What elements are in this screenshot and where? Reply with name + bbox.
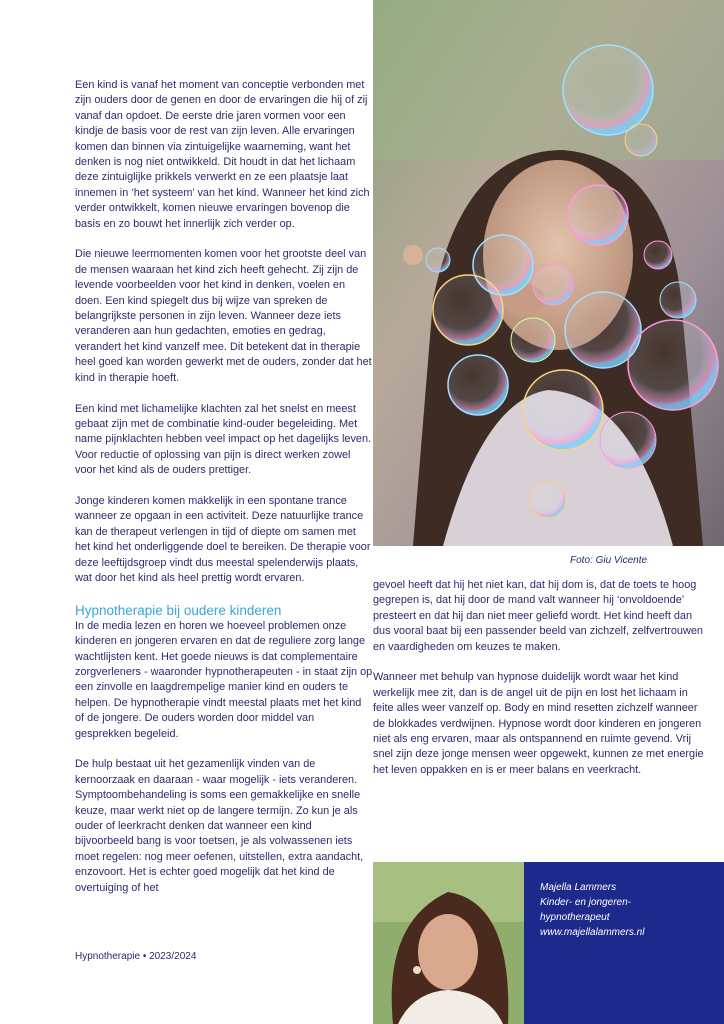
footer-year: 2023/2024 <box>149 951 197 962</box>
paragraph-media: In de media lezen en horen we hoeveel problemen onze kinderen en jongeren ervaren en dat de reguliere zorg lange wachtlijsten kent. Het goede nieuws is dat complementaire zorgverleners - waaronder hypnotherapeuten - in staat zijn op een zinvolle en laagdrempelige manier kind en ouders te helpen. De hypnotherapie vindt meestal plaats met het kind of de jongere. De ouders worden door middel van gesprekken begeleid. <box>75 619 373 740</box>
author-photo <box>373 862 524 1024</box>
footer <box>75 951 196 962</box>
paragraph-intro: Een kind is vanaf het moment van conceptie verbonden met zijn ouders door de genen en door de ervaringen die hij of zij vanaf dan opdoet. De eerste drie jaren vormen voor een kindje de basis voor de rest van zijn leven. Alle ervaringen komen dan binnen via zintuigelijke waarneming, want het denken is nog niet ontwikkeld. Dit houdt in dat het lichaam deze zintuiglijke prikkels verwerkt en ze een plaatsje laat innemen in ‘het systeem’ van het kind. Wanneer het kind zich verder ontwikkelt, komen nieuwe ervaringen bovenop die basis en zo bouwt het innerlijk zich verder op. <box>75 79 370 230</box>
footer-publication: Hypnotherapie <box>75 951 141 962</box>
author-panel <box>524 862 724 1024</box>
paragraph-continuation: gevoel heeft dat hij het niet kan, dat hij dom is, dat de toets te hoog gegrepen is, dat hij door de mand valt wanneer hij ‘onvoldoende’ presteert en dat hij dan niet meer geliefd wordt. Het kind heeft dan dus vooral baat bij een passender beeld van zichzelf, zelfvertrouwen en vaardigheden om keuzes te maken. <box>373 579 703 653</box>
section-heading: Hypnotherapie bij oudere kinderen <box>75 602 282 618</box>
author-info <box>540 880 644 940</box>
paragraph-young-children: Jonge kinderen komen makkelijk in een spontane trance wanneer ze opgaan in een activiteit. Deze natuurlijke trance kan de therapeut verlengen in tijd of diepte om samen met het kind het onderliggende doel te bereiken. De therapie voor deze leeftijdsgroep vindt dus meestal spelenderwijs plaats, wat door het kind als heel prettig wordt ervaren. <box>75 494 371 584</box>
footer-separator: • <box>142 951 147 962</box>
paragraph-hypnosis: Wanneer met behulp van hypnose duidelijk wordt waar het kind werkelijk mee zit, dan is de angel uit de pijn en lost het lichaam in feite alles weer vanzelf op. Body en mind resetten zichzelf wanneer de blokkades verdwijnen. Hypnose wordt door kinderen en jongeren niet als eng ervaren, maar als ontspannend en ruimte gevend. Vrij snel zijn deze jonge mensen weer opgewekt, kunnen ze met energie het leven oppakken en is er meer balans en veerkracht. <box>373 671 704 776</box>
photo-caption: Foto: Giu Vicente <box>570 555 648 566</box>
author-role-line1: Kinder- en jongeren- <box>540 897 631 908</box>
paragraph-physical-complaints: Een kind met lichamelijke klachten zal het snelst en meest gebaat zijn met de combinatie kind-ouder begeleiding. Met name pijnklachten hebben veel impact op het dagelijks leven. Voor reductie of oplossing van pijn is direct werken zowel voor het kind als de ouders prettiger. <box>75 402 372 477</box>
author-role-line2: hypnotherapeut <box>540 912 610 923</box>
paragraph-learning-moments: Die nieuwe leermomenten komen voor het grootste deel van de mensen waaraan het kind zich heeft gehecht. Zij zijn de levende voorbeelden voor het kind in denken, voelen en doen. Een kind spiegelt dus bij wijze van spreken de belangrijkste personen in zijn leven. Wanneer deze iets veranderen aan hun gedachten, emoties en gedrag, verandert het kind vanzelf mee. Dit betekent dat in therapie heel goed kan worden gewerkt met de ouders, zonder dat het kind in therapie hoeft. <box>75 248 372 384</box>
author-website-link[interactable]: www.majellalammers.nl <box>540 927 645 938</box>
bubbles-photo <box>373 0 724 546</box>
right-column <box>373 578 711 794</box>
left-column <box>75 78 373 911</box>
author-name: Majella Lammers <box>540 882 617 893</box>
paragraph-help: De hulp bestaat uit het gezamenlijk vinden van de kernoorzaak en daaraan - waar mogelijk - iets veranderen. Symptoombehandeling is soms een gemakkelijke en snelle keuze, maar werkt niet op de langere termijn. Zo kun je als ouder of leerkracht denken dat wanneer een kind bijvoorbeeld bang is voor toetsen, je als volwassenen iets moet regelen: nog meer oefenen, uitstellen, extra aandacht, enzovoort. Het is echter goed mogelijk dat het kind de overtuiging of het <box>75 758 364 894</box>
